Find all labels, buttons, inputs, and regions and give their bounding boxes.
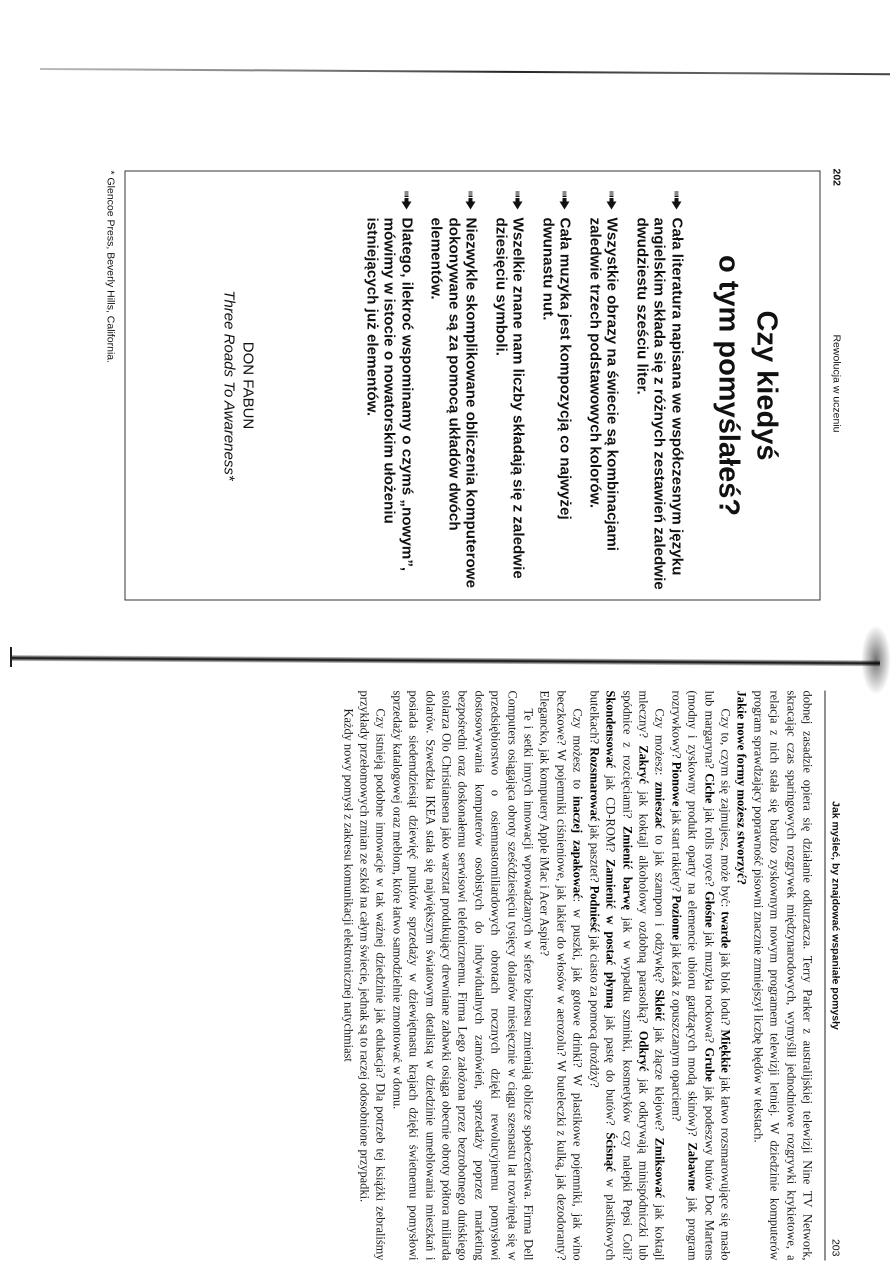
bullet-item: [427, 191, 480, 591]
footnote: * Glencoe Press, Beverly Hills, California.: [104, 170, 116, 363]
bold-keyword: Odkryć: [635, 1030, 650, 1071]
text-run: jak łatwo rozsmarowujące się masło lub margaryna?: [701, 690, 732, 1261]
attribution: [219, 171, 257, 599]
arrow-right-icon: [607, 191, 617, 209]
page-number: 202: [830, 168, 842, 186]
text-run: jak blok lodu?: [717, 947, 732, 1029]
page-202: [72, 162, 842, 607]
box-title: [709, 171, 785, 599]
bold-keyword: Zakryć: [635, 744, 650, 784]
text-run: jak w wypadku szminki, kosmetyków czy nalepki Pepsi Coli?: [619, 909, 634, 1260]
bullet-text: Wszystkie obrazy na świecie są kombinacjami zaledwie trzech podstawowych kolorów.: [586, 217, 621, 551]
text-run: Każdy nowy pomysł z zakresu komunikacji elektronicznej natychmiast: [340, 708, 355, 1062]
bullet-text: Niezwykle skomplikowane obliczenia komputerowe dokonywane są za pomocą układów dwóch elementów.: [427, 217, 480, 588]
bullet-text: Wszelkie znane nam liczby składają się z zaledwie dziesięciu symboli.: [492, 217, 527, 579]
text-run: jak program rozrywkowy?: [668, 690, 700, 1260]
bold-keyword: Głośne: [701, 890, 716, 928]
text-run: Te i setki innych innowacji wprowadzanych w sferze biznesu zmieniają oblicze społeczeństwa. Firma Dell Computers osiągająca obroty sześćdziesięciu tysięcy dolarów miesięcznie w ciągu szesnastu lat rozwinęła się w przedsiębiorstwo o osiemnastomiliardowych obrotach rocznych dzięki rewolucyjnemu pomysłowi dostosowywania komputerów osobistych do indywidualnych zamówień, sprzedaży poprzez marketing bezpośredni oraz doskonałemu serwisowi telefonicznemu. Firma Lego założona przez bezrobotnego duńskiego stolarza Olo Christiansena jako warsztat produkujący drewniane zabawki osiąga obecnie obroty półtora miliarda dolarów. Szwedzka IKEA stała się największym światowym detalistą w dziedzinie umeblowania mieszkań i posiada siedemdziesiąt dziewięć punktów sprzedaży w dziewiętnastu krajach dzięki świetnemu pomysłowi sprzedaży katalogowej oraz meblom, które łatwo samodzielnie zmontować w domu.: [389, 690, 536, 1260]
running-header-title: Jak myśleć, by znajdować wspaniałe pomysły: [829, 800, 841, 1030]
paragraph: [339, 690, 355, 1260]
bullet-item: [586, 191, 621, 591]
bold-keyword: Skleić: [652, 989, 667, 1021]
paragraph: [536, 690, 585, 1260]
bold-keyword: Ciche: [701, 772, 716, 804]
bold-keyword: Ścisnąć: [603, 1131, 618, 1172]
bold-keyword: Jakie nowe formy możesz stworzyć?: [734, 690, 749, 885]
paragraph: [667, 690, 733, 1260]
bullet-item: [492, 191, 527, 591]
running-header: [828, 168, 842, 598]
text-run: jak złącze klejowe?: [652, 1020, 667, 1138]
bullet-text: Cała literatura napisana we współczesnym języku angielskim składa się z różnych zestawień zaledwie dwudziestu sześciu liter.: [633, 217, 685, 590]
running-header: [824, 690, 843, 1260]
text-run: jak podeszwy butów Doc Martens (modny i zyskowny produkt oparty na elemencie ubioru gardzących modą skinów)?: [685, 690, 716, 1260]
author-name: DON FABUN: [239, 341, 256, 429]
text-run: jak koktajl mleczny?: [635, 690, 667, 1260]
bold-keyword: Zmienić barwę: [619, 825, 634, 910]
bullet-text: Cała muzyka jest kompozycją co najwyżej dwunastu nut.: [539, 217, 574, 520]
scan-smudge: [861, 625, 891, 695]
text-run: jak ciasto za pomocą drożdży?: [586, 932, 601, 1088]
text-run: jak leżak z opuszczanym oparciem?: [668, 939, 683, 1121]
text-run: jak pasztet?: [586, 820, 601, 886]
box-title-line-1: Czy kiedyś: [750, 310, 782, 460]
bullet-item: [539, 191, 574, 591]
bullet-list: [351, 191, 686, 591]
bold-keyword: Poziome: [668, 894, 683, 940]
running-header-title: Rewolucja w uczeniu: [830, 333, 842, 433]
text-run: jak odkrywają minispódniczki lub spódnice z rozcięciami?: [619, 690, 650, 1261]
bold-keyword: Zmiksować: [652, 1137, 667, 1198]
bold-keyword: Grube: [701, 1046, 716, 1082]
quote-box: [124, 170, 820, 600]
bold-keyword: Miękkie: [717, 1028, 732, 1073]
page-number: 203: [829, 1238, 841, 1256]
section-heading: [733, 690, 749, 1260]
paragraph: [356, 690, 389, 1260]
bold-keyword: zmieszać: [652, 781, 667, 829]
text-run: jak pastę do butów?: [603, 1008, 618, 1132]
text-run: w plastikowych butelkach?: [586, 690, 618, 1261]
bullet-item: [633, 191, 686, 591]
scan-edge-top: [40, 68, 890, 75]
text-run: Czy to, czym się zajmujesz, może być:: [717, 708, 732, 911]
text-run: : w puszki, jak gotowe drinki? W plastikowe pojemniki, jak wino beczkowe? W pojemniki ciśnieniowe, jak lakier do włosów w aerozolu? W buteleczki z kulką, jak dezodoranty? Elegancko, jak komputery Apple iMac i Acer Aspire?: [537, 690, 585, 1261]
bullet-text: Dlatego, ilekroć wspominamy o czymś „nowym”, mówimy w istocie o nowatorskim ułożeniu istniejących już elementów.: [363, 217, 415, 571]
text-run: dobnej zasadzie opiera się działanie odkurzacza. Terry Parker z australijskiej telewizji Nine TV Network, skracając czas sparingowych rozgrywek międzynarodowych, wymyślił jednodniowe rozgrywki krykietowe, a relacja z nich stała się bardzo zyskownym nowym programem telewizji letniej. W dziedzinie komputerów program sprawdzający poprawność pisowni znacznie zmniejszył liczbę błędów w tekstach.: [750, 690, 814, 1260]
arrow-right-icon: [513, 191, 523, 209]
bold-keyword: Zamienić w postać płynną: [603, 858, 618, 1009]
page-203-content: [68, 690, 843, 1260]
page-203: [68, 690, 843, 1260]
page-202-content: [72, 162, 842, 607]
arrow-right-icon: [401, 191, 411, 209]
text-run: jak start rakiety?: [668, 805, 683, 895]
bold-keyword: Zabawne: [685, 1142, 700, 1191]
binding-mark: [10, 647, 12, 667]
arrow-right-icon: [560, 191, 570, 209]
text-run: Czy możesz:: [652, 708, 667, 782]
paragraph: [585, 690, 667, 1260]
bullet-item: [363, 191, 416, 591]
bold-keyword: Podnieść: [586, 885, 601, 933]
bold-keyword: Skondensować: [603, 690, 618, 768]
bold-keyword: twarde: [717, 910, 732, 948]
text-run: jak koktajl alkoholowy ozdobną parasolką?: [635, 783, 650, 1031]
book-binding-shadow: [10, 655, 880, 666]
text-run: Czy istnieją podobne innowacje w tak ważnej dziedzinie jak edukacja? Dla potrzeb tej książki zebraliśmy przykłady przełomowych zmian ze szkół na całym świecie, jednak są to raczej odosobnione przypadki.: [357, 690, 388, 1260]
arrow-right-icon: [466, 191, 476, 209]
arrow-right-icon: [671, 191, 681, 209]
text-run: jak rolls royce?: [701, 803, 716, 891]
box-title-line-2: o tym pomyślałeś?: [712, 254, 744, 516]
text-run: jak muzyka rockowa?: [701, 927, 716, 1047]
bold-keyword: inaczej zapakować: [570, 795, 585, 899]
book-title: Three Roads To Awareness*: [220, 289, 237, 481]
paragraph: [749, 690, 815, 1260]
bold-keyword: Pionowe: [668, 761, 683, 806]
paragraph: [388, 690, 536, 1260]
body-text: [339, 690, 815, 1260]
text-run: to jak szampon i odżywkę?: [652, 828, 667, 989]
text-run: jak CD-ROM?: [603, 767, 618, 859]
bold-keyword: Rozsmarować: [586, 746, 601, 821]
text-run: Czy możesz to: [570, 708, 585, 796]
